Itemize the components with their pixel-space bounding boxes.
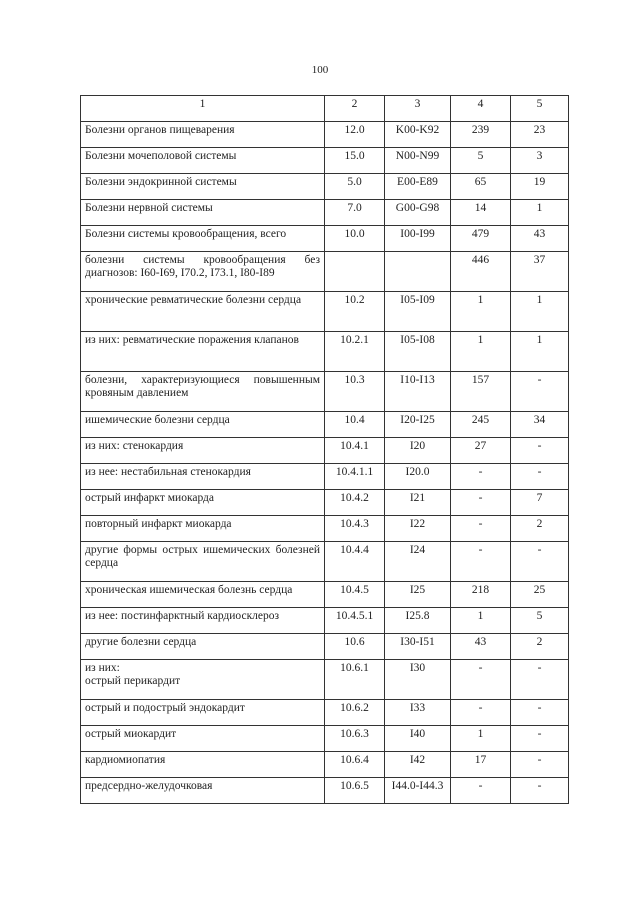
cell-description: Болезни органов пищеварения	[81, 122, 325, 148]
table-row	[81, 122, 569, 148]
cell-description: ишемические болезни сердца	[81, 412, 325, 438]
cell-value-a: -	[451, 778, 511, 804]
cell-code: 10.2.1	[325, 332, 385, 372]
cell-code: 10.0	[325, 226, 385, 252]
cell-code: 10.6	[325, 634, 385, 660]
cell-value-b: 25	[511, 582, 569, 608]
cell-value-a: 157	[451, 372, 511, 412]
cell-value-b: 3	[511, 148, 569, 174]
cell-icd: G00-G98	[385, 200, 451, 226]
cell-icd: I05-I09	[385, 292, 451, 332]
cell-value-b: -	[511, 726, 569, 752]
cell-icd: I10-I13	[385, 372, 451, 412]
cell-value-a: -	[451, 660, 511, 700]
table-row	[81, 490, 569, 516]
cell-icd: I22	[385, 516, 451, 542]
cell-code: 10.4.1.1	[325, 464, 385, 490]
cell-value-b: 2	[511, 516, 569, 542]
cell-value-a: 1	[451, 608, 511, 634]
cell-description: из них: острый перикардит	[81, 660, 325, 700]
cell-value-b: -	[511, 372, 569, 412]
table-row	[81, 516, 569, 542]
header-col-3: 3	[385, 96, 451, 122]
cell-value-a: 1	[451, 292, 511, 332]
cell-description: другие формы острых ишемических болезней сердца	[81, 542, 325, 582]
cell-value-b: 7	[511, 490, 569, 516]
cell-value-a: -	[451, 464, 511, 490]
cell-value-b: -	[511, 542, 569, 582]
page-number: 100	[311, 64, 329, 76]
cell-description: Болезни системы кровообращения, всего	[81, 226, 325, 252]
cell-description: острый инфаркт миокарда	[81, 490, 325, 516]
table-row	[81, 412, 569, 438]
cell-code	[325, 252, 385, 292]
cell-value-b: -	[511, 660, 569, 700]
cell-value-b: 34	[511, 412, 569, 438]
cell-description: острый и подострый эндокардит	[81, 700, 325, 726]
cell-value-a: 17	[451, 752, 511, 778]
cell-icd: I25	[385, 582, 451, 608]
table-row	[81, 372, 569, 412]
cell-value-b: -	[511, 464, 569, 490]
cell-icd: K00-K92	[385, 122, 451, 148]
cell-description: болезни, характеризующиеся повышенным кровяным давлением	[81, 372, 325, 412]
cell-description: Болезни нервной системы	[81, 200, 325, 226]
cell-code: 7.0	[325, 200, 385, 226]
cell-code: 15.0	[325, 148, 385, 174]
cell-value-a: 239	[451, 122, 511, 148]
cell-description: хроническая ишемическая болезнь сердца	[81, 582, 325, 608]
cell-description: из нее: постинфарктный кардиосклероз	[81, 608, 325, 634]
cell-value-b: 5	[511, 608, 569, 634]
table-row	[81, 252, 569, 292]
cell-icd	[385, 252, 451, 292]
cell-code: 10.6.3	[325, 726, 385, 752]
cell-icd: I20	[385, 438, 451, 464]
cell-value-a: 65	[451, 174, 511, 200]
table-row	[81, 542, 569, 582]
statistics-table	[80, 95, 569, 804]
table-row	[81, 174, 569, 200]
cell-icd: I33	[385, 700, 451, 726]
cell-description: из нее: нестабильная стенокардия	[81, 464, 325, 490]
table-row	[81, 438, 569, 464]
cell-icd: I42	[385, 752, 451, 778]
cell-description: предсердно-желудочковая	[81, 778, 325, 804]
cell-value-a: 245	[451, 412, 511, 438]
cell-icd: I40	[385, 726, 451, 752]
cell-value-b: 37	[511, 252, 569, 292]
cell-value-a: 14	[451, 200, 511, 226]
cell-value-a: 1	[451, 332, 511, 372]
table-row	[81, 332, 569, 372]
cell-value-a: -	[451, 516, 511, 542]
header-col-2: 2	[325, 96, 385, 122]
cell-description: другие болезни сердца	[81, 634, 325, 660]
cell-value-a: -	[451, 490, 511, 516]
cell-icd: N00-N99	[385, 148, 451, 174]
cell-description: Болезни эндокринной системы	[81, 174, 325, 200]
cell-value-a: 479	[451, 226, 511, 252]
header-col-1: 1	[81, 96, 325, 122]
cell-value-b: 43	[511, 226, 569, 252]
cell-value-b: 1	[511, 292, 569, 332]
cell-code: 10.6.1	[325, 660, 385, 700]
table-row	[81, 200, 569, 226]
cell-value-a: 27	[451, 438, 511, 464]
header-col-4: 4	[451, 96, 511, 122]
cell-value-a: 1	[451, 726, 511, 752]
cell-value-a: 218	[451, 582, 511, 608]
cell-code: 12.0	[325, 122, 385, 148]
table-row	[81, 292, 569, 332]
cell-description: кардиомиопатия	[81, 752, 325, 778]
table-header-row	[81, 96, 569, 122]
cell-description: острый миокардит	[81, 726, 325, 752]
table-row	[81, 226, 569, 252]
cell-description: Болезни мочеполовой системы	[81, 148, 325, 174]
cell-icd: I20-I25	[385, 412, 451, 438]
cell-value-b: -	[511, 700, 569, 726]
cell-value-a: -	[451, 700, 511, 726]
cell-description: из них: стенокардия	[81, 438, 325, 464]
cell-value-b: -	[511, 752, 569, 778]
cell-value-b: 19	[511, 174, 569, 200]
cell-value-a: -	[451, 542, 511, 582]
table-row	[81, 634, 569, 660]
cell-value-b: -	[511, 438, 569, 464]
cell-code: 10.3	[325, 372, 385, 412]
cell-code: 10.4.4	[325, 542, 385, 582]
cell-icd: I30	[385, 660, 451, 700]
table-row	[81, 660, 569, 700]
cell-icd: I25.8	[385, 608, 451, 634]
cell-icd: I20.0	[385, 464, 451, 490]
cell-description: из них: ревматические поражения клапанов	[81, 332, 325, 372]
table-row	[81, 608, 569, 634]
table-row	[81, 700, 569, 726]
table-row	[81, 778, 569, 804]
cell-code: 10.4.3	[325, 516, 385, 542]
table-row	[81, 752, 569, 778]
cell-code: 5.0	[325, 174, 385, 200]
cell-icd: I00-I99	[385, 226, 451, 252]
cell-code: 10.6.2	[325, 700, 385, 726]
table-row	[81, 464, 569, 490]
cell-value-b: 2	[511, 634, 569, 660]
cell-icd: I24	[385, 542, 451, 582]
cell-code: 10.4	[325, 412, 385, 438]
cell-value-a: 43	[451, 634, 511, 660]
cell-description: болезни системы кровообращения без диагнозов: I60-I69, I70.2, I73.1, I80-I89	[81, 252, 325, 292]
table-row	[81, 582, 569, 608]
header-col-5: 5	[511, 96, 569, 122]
cell-icd: I30-I51	[385, 634, 451, 660]
cell-description: хронические ревматические болезни сердца	[81, 292, 325, 332]
table-row	[81, 726, 569, 752]
cell-code: 10.2	[325, 292, 385, 332]
cell-code: 10.6.5	[325, 778, 385, 804]
cell-value-b: 1	[511, 200, 569, 226]
cell-code: 10.4.2	[325, 490, 385, 516]
cell-code: 10.4.5	[325, 582, 385, 608]
cell-value-b: -	[511, 778, 569, 804]
table-body	[81, 122, 569, 804]
table-row	[81, 148, 569, 174]
cell-code: 10.6.4	[325, 752, 385, 778]
cell-icd: E00-E89	[385, 174, 451, 200]
cell-icd: I44.0-I44.3	[385, 778, 451, 804]
cell-description: повторный инфаркт миокарда	[81, 516, 325, 542]
cell-value-b: 1	[511, 332, 569, 372]
cell-code: 10.4.1	[325, 438, 385, 464]
cell-value-a: 5	[451, 148, 511, 174]
cell-value-b: 23	[511, 122, 569, 148]
cell-value-a: 446	[451, 252, 511, 292]
cell-icd: I05-I08	[385, 332, 451, 372]
cell-icd: I21	[385, 490, 451, 516]
cell-code: 10.4.5.1	[325, 608, 385, 634]
